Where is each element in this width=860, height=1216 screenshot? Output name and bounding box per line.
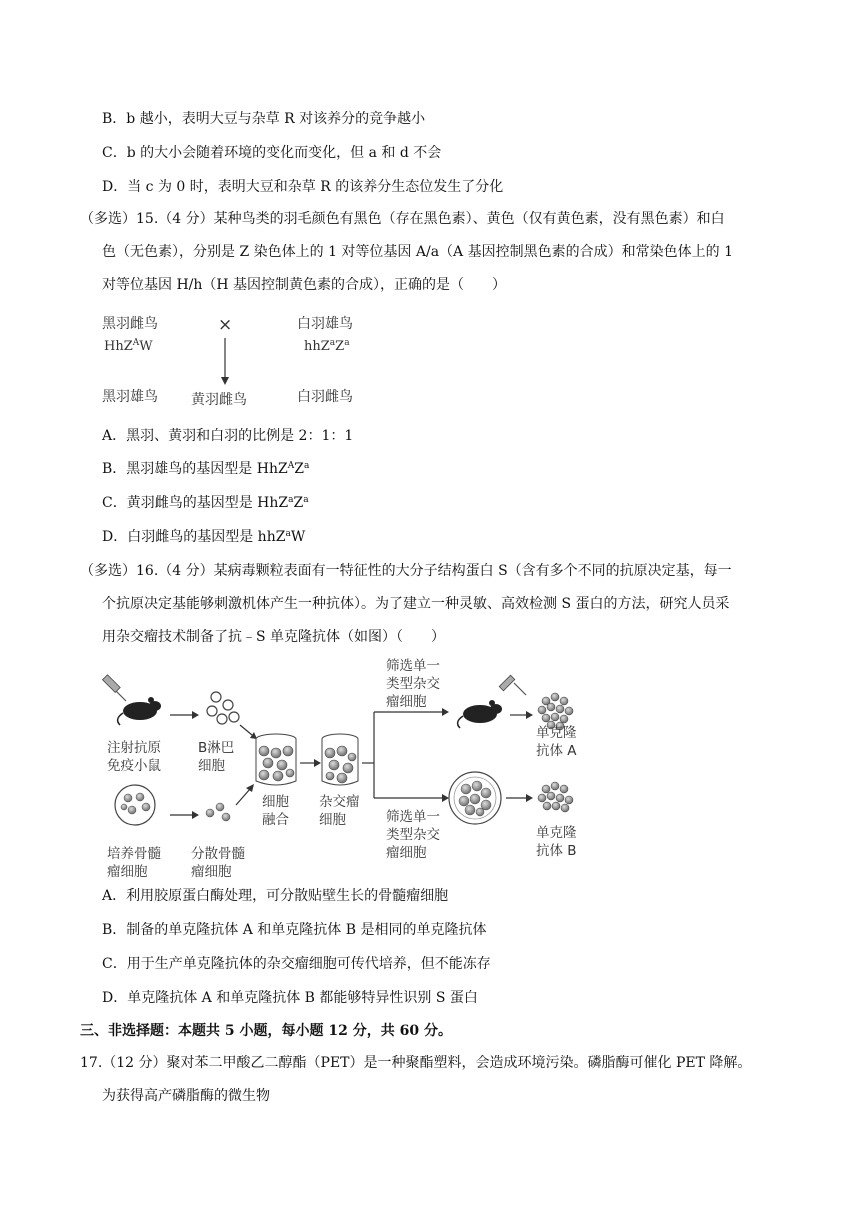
b-lymphocyte-icon <box>207 692 239 724</box>
arrow-icon <box>170 711 199 719</box>
antibody-a-label: 单克隆 抗体 A <box>536 725 577 759</box>
parent-male-genotype: $hhZ^aZ^a$ <box>304 338 350 354</box>
parent-female-name: 黑羽雌鸟 <box>102 316 158 332</box>
b-lymphocyte-label: B淋巴 细胞 <box>198 740 235 774</box>
cross-symbol: × <box>218 315 233 335</box>
culture-myeloma-label: 培养骨髓 瘤细胞 <box>107 846 161 880</box>
myeloma-culture-dish-icon <box>115 785 155 825</box>
mouse-icon <box>118 697 161 725</box>
q17-stem <box>80 1047 780 1113</box>
q15-option-a: A．黑羽、黄羽和白羽的比例是 2：1：1 <box>102 428 354 444</box>
arrow-icon <box>510 711 533 719</box>
q16-option-a: A．利用胶原蛋白酶处理，可分散贴壁生长的骨髓瘤细胞 <box>102 888 449 904</box>
q15-option-b: B．黑羽雄鸟的基因型是 $HhZ^AZ^a$ <box>102 461 310 477</box>
fusion-beaker-icon <box>256 734 296 785</box>
q14-option-b: B．b 越小，表明大豆与杂草 R 对该养分的竞争越小 <box>102 111 426 127</box>
q16-stem <box>80 555 780 654</box>
mouse-label: 注射抗原 免疫小鼠 <box>107 740 161 774</box>
parent-female-genotype: HhZ$^A$W <box>104 338 153 354</box>
q15-option-d: D．白羽雌鸟的基因型是 hhZ$^a$W <box>102 529 306 545</box>
q16-stem-line-2: 个抗原决定基能够刺激机体产生一种抗体）。为了建立一种灵敏、高效检测 S 蛋白的方法，研究人员采 <box>102 596 730 612</box>
offspring-yellow-female: 黄羽雌鸟 <box>191 392 247 408</box>
q16-stem-line-3: 用杂交瘤技术制备了抗﹣S 单克隆抗体（如图）（ ） <box>102 629 446 645</box>
antibody-b-cluster-icon <box>538 782 573 812</box>
parent-male-name: 白羽雄鸟 <box>297 316 353 332</box>
q16-option-c: C．用于生产单克隆抗体的杂交瘤细胞可传代培养，但不能冻存 <box>102 956 491 972</box>
syringe-icon <box>103 675 126 701</box>
branch-arrows <box>362 712 442 798</box>
q15-option-c: C．黄羽雌鸟的基因型是 $HhZ^aZ^a$ <box>102 495 309 511</box>
q16-option-d: D．单克隆抗体 A 和单克隆抗体 B 都能够特异性识别 S 蛋白 <box>102 990 478 1006</box>
q14-option-d: D．当 c 为 0 时，表明大豆和杂草 R 的该养分生态位发生了分化 <box>102 179 504 195</box>
q14-option-c: C．b 的大小会随着环境的变化而变化，但 a 和 d 不会 <box>102 145 442 161</box>
section-heading: 三、非选择题：本题共 5 小题，每小题 12 分，共 60 分。 <box>80 1023 452 1039</box>
fusion-label: 细胞 融合 <box>262 794 289 828</box>
antibody-b-label: 单克隆 抗体 B <box>536 825 577 859</box>
q16-option-b: B．制备的单克隆抗体 A 和单克隆抗体 B 是相同的单克隆抗体 <box>102 922 487 938</box>
q15-stem-line-3: 对等位基因 H/h（H 基因控制黄色素的合成），正确的是（ ） <box>102 277 507 293</box>
arrow-icon <box>300 759 321 767</box>
screen-top-label: 筛选单一 类型杂交 瘤细胞 <box>386 658 440 710</box>
hybridoma-label: 杂交瘤 细胞 <box>319 794 360 828</box>
arrow-icon <box>240 725 257 739</box>
q15-stem-line-1: （多选）15.（4 分）某种鸟类的羽毛颜色有黑色（存在黑色素）、黄色（仅有黄色素，没有黑色素）和白 <box>80 211 725 227</box>
arrow-icon <box>236 784 254 805</box>
arrow-icon <box>506 794 533 802</box>
screen-bottom-label: 筛选单一 类型杂交 瘤细胞 <box>386 809 440 861</box>
culture-dish-icon <box>449 772 501 824</box>
arrow-icon <box>170 811 199 819</box>
syringe-icon <box>499 675 526 695</box>
offspring-black-male: 黑羽雄鸟 <box>102 389 158 405</box>
mouse-icon <box>458 700 502 728</box>
q17-stem-line-1: 17.（12 分）聚对苯二甲酸乙二醇酯（PET）是一种聚酯塑料，会造成环境污染。磷脂酶可催化 PET 降解。 <box>80 1055 752 1071</box>
dispersed-myeloma-icon <box>206 803 230 821</box>
cross-arrow <box>215 336 235 386</box>
hybridoma-beaker-icon <box>322 734 358 785</box>
q15-stem <box>80 203 780 302</box>
q16-stem-line-1: （多选）16.（4 分）某病毒颗粒表面有一特征性的大分子结构蛋白 S（含有多个不同的抗原决定基，每一 <box>80 563 732 579</box>
q17-stem-line-2: 为获得高产磷脂酶的微生物 <box>102 1088 270 1104</box>
disperse-myeloma-label: 分散骨髓 瘤细胞 <box>191 846 245 880</box>
offspring-white-female: 白羽雌鸟 <box>297 389 353 405</box>
q15-stem-line-2: 色（无色素），分别是 Z 染色体上的 1 对等位基因 A/a（A 基因控制黑色素的合成）和常染色体上的 1 <box>102 244 733 260</box>
